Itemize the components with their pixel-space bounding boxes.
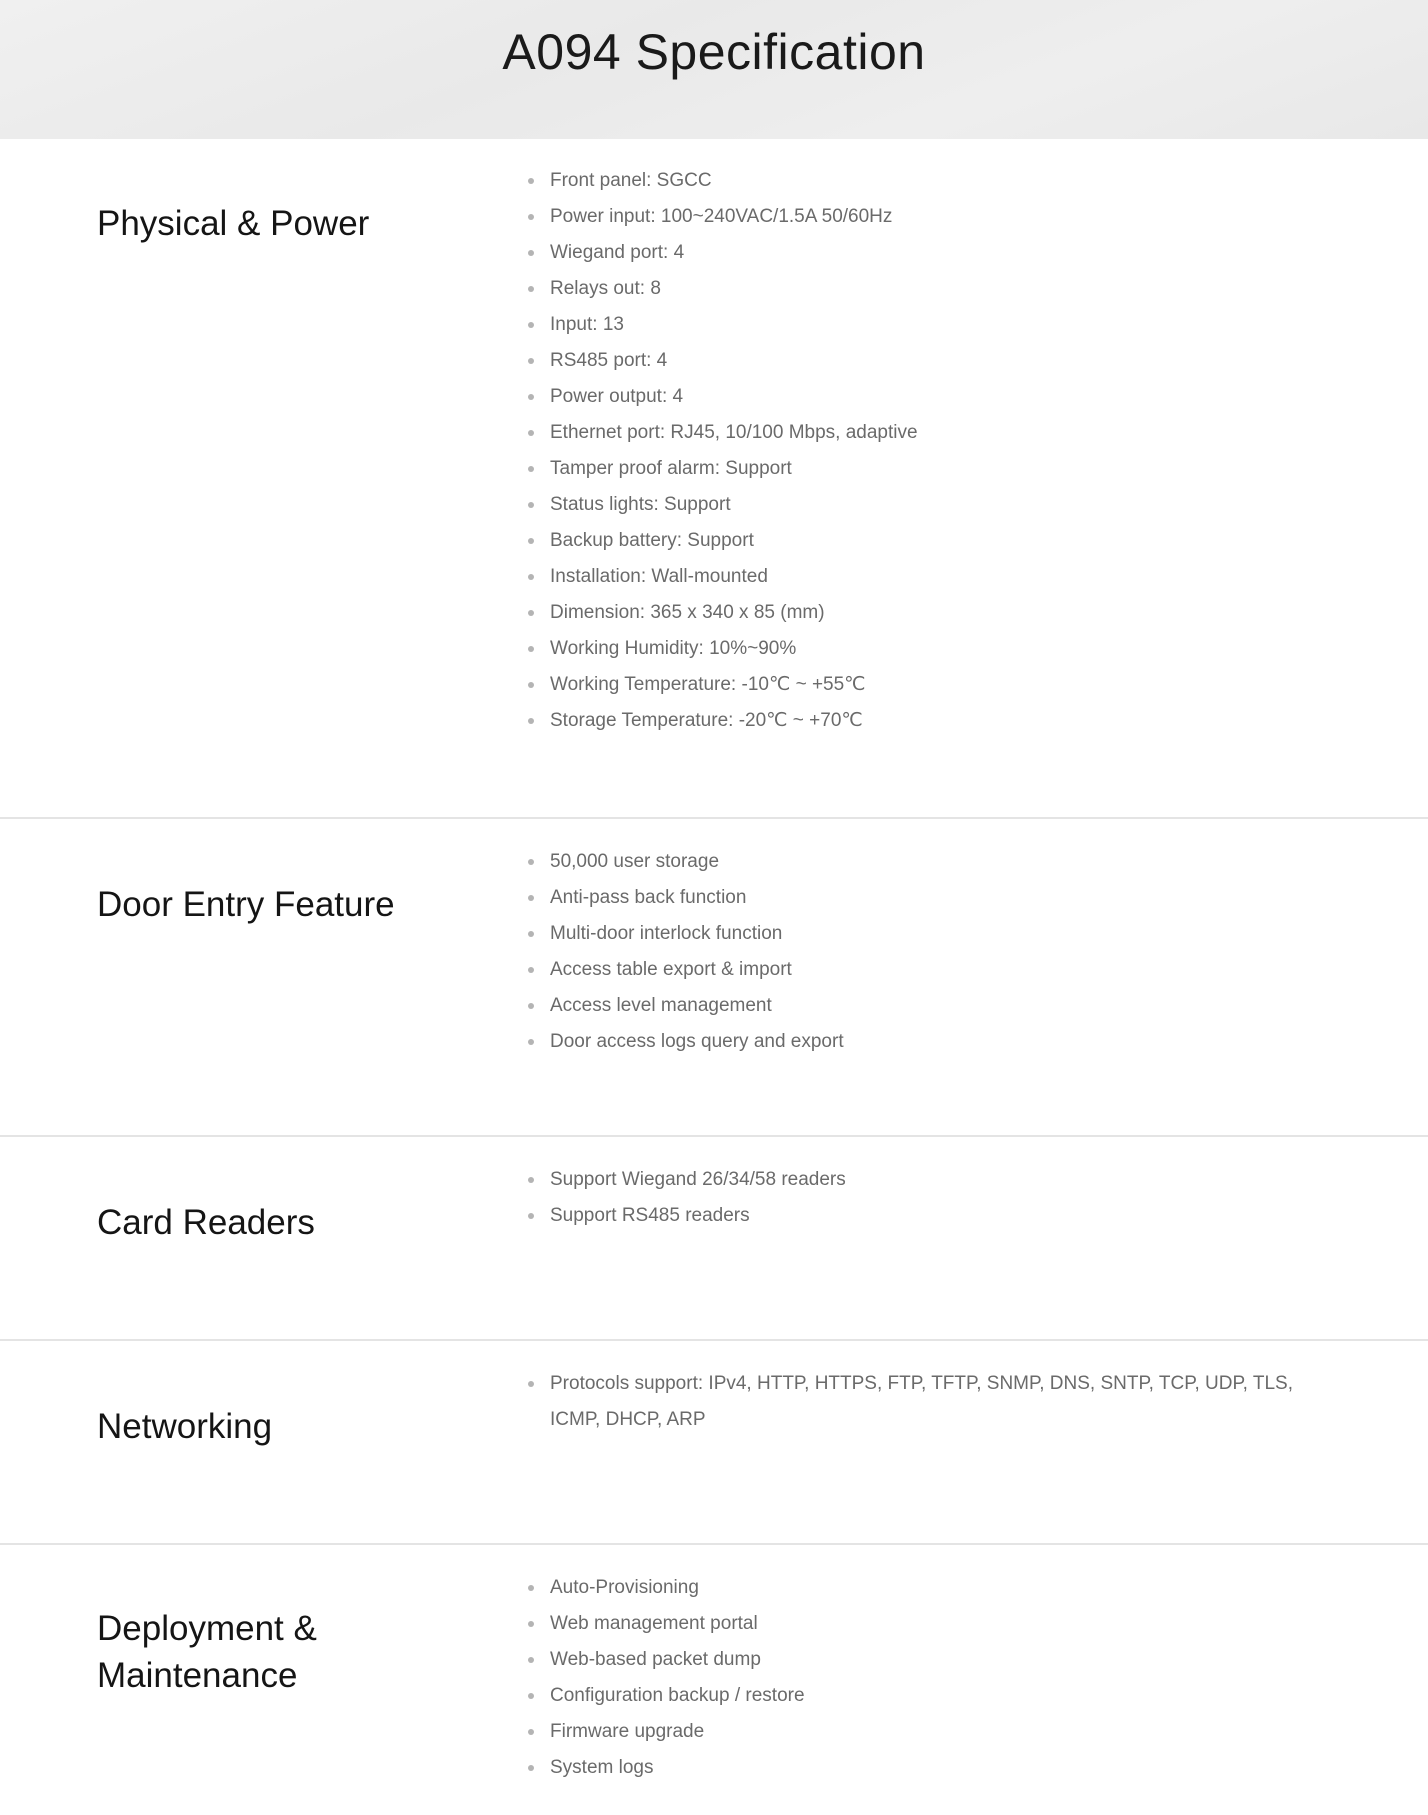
bullet-icon — [528, 1621, 534, 1627]
spec-item — [528, 271, 1318, 307]
bullet-icon — [528, 1729, 534, 1735]
spec-text: Auto-Provisioning — [550, 1577, 699, 1598]
bullet-icon — [528, 178, 534, 184]
bullet-icon — [528, 967, 534, 973]
bullet-icon — [528, 466, 534, 472]
bullet-icon — [528, 1765, 534, 1771]
page-header — [0, 0, 1428, 139]
spec-item — [528, 988, 1318, 1024]
bullet-icon — [528, 1381, 534, 1387]
bullet-icon — [528, 1177, 534, 1183]
bullet-icon — [528, 646, 534, 652]
spec-list — [528, 1162, 1318, 1234]
spec-list — [528, 1366, 1318, 1438]
bullet-icon — [528, 682, 534, 688]
bullet-icon — [528, 1213, 534, 1219]
spec-text: Configuration backup / restore — [550, 1685, 805, 1706]
spec-text: Protocols support: IPv4, HTTP, HTTPS, FTP, TFTP, SNMP, DNS, SNTP, TCP, UDP, TLS, ICMP, DHCP, ARP — [550, 1373, 1294, 1430]
bullet-icon — [528, 895, 534, 901]
spec-text: Front panel: SGCC — [550, 170, 712, 191]
spec-item — [528, 703, 1318, 739]
spec-item — [528, 415, 1318, 451]
bullet-icon — [528, 250, 534, 256]
spec-item — [528, 667, 1318, 703]
section-title: Deployment & Maintenance — [97, 1609, 317, 1695]
section-title: Card Readers — [97, 1203, 315, 1242]
spec-text: Firmware upgrade — [550, 1721, 705, 1742]
bullet-icon — [528, 322, 534, 328]
spec-text: Support Wiegand 26/34/58 readers — [550, 1169, 846, 1190]
spec-text: Storage Temperature: -20℃ ~ +70℃ — [550, 710, 863, 731]
spec-text: Dimension: 365 x 340 x 85 (mm) — [550, 602, 825, 623]
spec-item — [528, 235, 1318, 271]
spec-text: Power input: 100~240VAC/1.5A 50/60Hz — [550, 206, 893, 227]
spec-item — [528, 952, 1318, 988]
spec-text: Input: 13 — [550, 314, 624, 335]
spec-item — [528, 1714, 1318, 1750]
spec-item — [528, 163, 1318, 199]
bullet-icon — [528, 358, 534, 364]
bullet-icon — [528, 859, 534, 865]
spec-list — [528, 844, 1318, 1060]
spec-item — [528, 1606, 1318, 1642]
bullet-icon — [528, 1003, 534, 1009]
spec-item — [528, 559, 1318, 595]
spec-text: Door access logs query and export — [550, 1031, 844, 1052]
spec-text: System logs — [550, 1757, 654, 1778]
spec-item — [528, 1024, 1318, 1060]
spec-item — [528, 523, 1318, 559]
spec-text: Power output: 4 — [550, 386, 684, 407]
bullet-icon — [528, 1585, 534, 1591]
spec-text: Web management portal — [550, 1613, 758, 1634]
spec-list — [528, 163, 1318, 739]
spec-text: Access level management — [550, 995, 772, 1016]
spec-item — [528, 1678, 1318, 1714]
spec-text: Support RS485 readers — [550, 1205, 750, 1226]
bullet-icon — [528, 1657, 534, 1663]
spec-text: Anti-pass back function — [550, 887, 747, 908]
spec-text: Relays out: 8 — [550, 278, 661, 299]
bullet-icon — [528, 430, 534, 436]
spec-item — [528, 199, 1318, 235]
spec-item — [528, 487, 1318, 523]
spec-text: Installation: Wall-mounted — [550, 566, 768, 587]
spec-item — [528, 307, 1318, 343]
spec-text: Status lights: Support — [550, 494, 731, 515]
bullet-icon — [528, 718, 534, 724]
bullet-icon — [528, 502, 534, 508]
spec-item — [528, 379, 1318, 415]
bullet-icon — [528, 574, 534, 580]
bullet-icon — [528, 538, 534, 544]
section-title: Networking — [97, 1407, 273, 1446]
spec-text: Multi-door interlock function — [550, 923, 783, 944]
spec-item — [528, 343, 1318, 379]
bullet-icon — [528, 394, 534, 400]
bullet-icon — [528, 286, 534, 292]
spec-item — [528, 1570, 1318, 1606]
spec-item — [528, 880, 1318, 916]
spec-text: 50,000 user storage — [550, 851, 720, 872]
spec-text: Access table export & import — [550, 959, 792, 980]
spec-text: RS485 port: 4 — [550, 350, 668, 371]
spec-item — [528, 916, 1318, 952]
section-networking — [0, 1341, 1428, 1543]
spec-item — [528, 595, 1318, 631]
bullet-icon — [528, 214, 534, 220]
spec-item — [528, 1162, 1318, 1198]
spec-text: Backup battery: Support — [550, 530, 754, 551]
section-door-entry — [0, 819, 1428, 1135]
section-card-readers — [0, 1137, 1428, 1339]
bullet-icon — [528, 1039, 534, 1045]
spec-item — [528, 1642, 1318, 1678]
spec-item — [528, 631, 1318, 667]
section-physical-power — [0, 139, 1428, 817]
spec-item — [528, 1198, 1318, 1234]
bullet-icon — [528, 610, 534, 616]
spec-item — [528, 1366, 1318, 1438]
spec-item — [528, 844, 1318, 880]
spec-text: Working Temperature: -10℃ ~ +55℃ — [550, 674, 866, 695]
section-title: Door Entry Feature — [97, 885, 395, 924]
spec-list — [528, 1570, 1318, 1786]
section-title: Physical & Power — [97, 204, 370, 243]
spec-text: Wiegand port: 4 — [550, 242, 685, 263]
bullet-icon — [528, 931, 534, 937]
bullet-icon — [528, 1693, 534, 1699]
section-deployment-maintenance — [0, 1545, 1428, 1815]
page-title: A094 Specification — [502, 24, 926, 80]
spec-item — [528, 1750, 1318, 1786]
spec-text: Web-based packet dump — [550, 1649, 761, 1670]
spec-text: Working Humidity: 10%~90% — [550, 638, 797, 659]
spec-item — [528, 451, 1318, 487]
spec-text: Tamper proof alarm: Support — [550, 458, 792, 479]
spec-text: Ethernet port: RJ45, 10/100 Mbps, adaptive — [550, 422, 918, 443]
